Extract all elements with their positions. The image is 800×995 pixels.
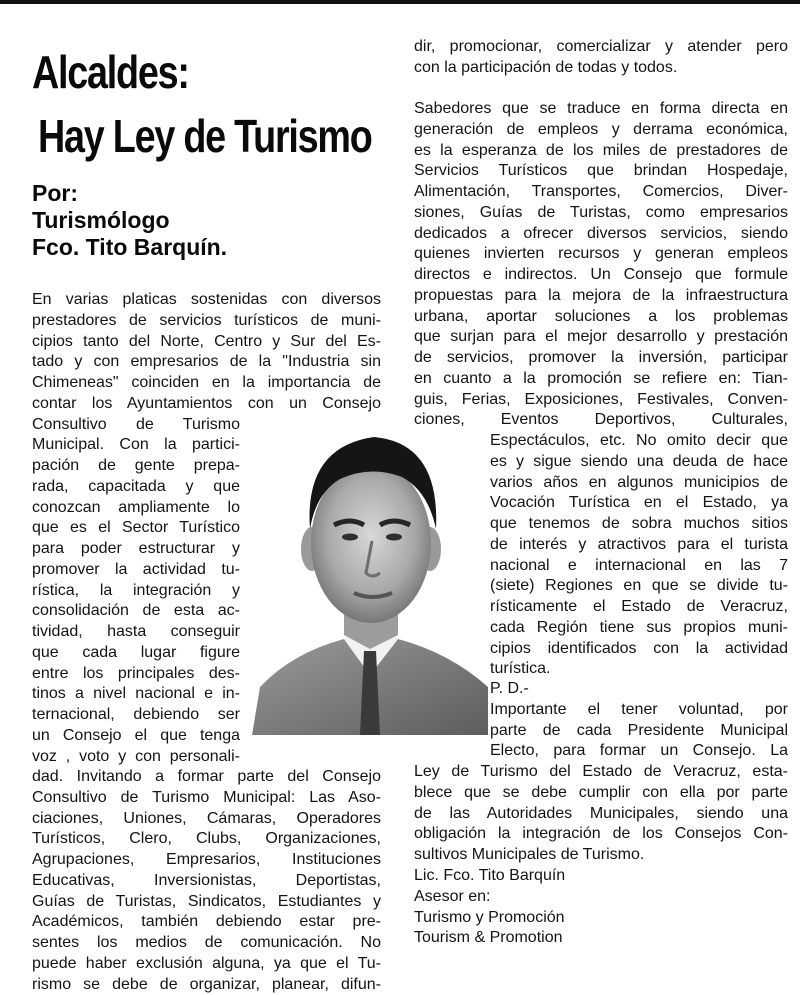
text-line: directos e indirectos. Un Consejo que formule bbox=[414, 265, 788, 286]
text-line: Académicos, también debiendo estar pre- bbox=[32, 912, 381, 933]
headline-line-1: Alcaldes: bbox=[32, 44, 189, 100]
col1-narrow bbox=[32, 415, 240, 768]
text-line: Importante el tener voluntad, por bbox=[490, 700, 788, 721]
text-line: Electo, para formar un Consejo. La bbox=[490, 741, 788, 762]
text-line: dedicados a ofrecer diversos servicios, siendo bbox=[414, 224, 788, 245]
text-line: ciones, Eventos Deportivos, Culturales, bbox=[414, 410, 788, 431]
text-line: contar los Ayuntamientos con un Consejo bbox=[32, 394, 381, 415]
text-line: rada, capacitada y que bbox=[32, 477, 240, 498]
text-line: Consultivo de Turismo Municipal: Las Aso- bbox=[32, 788, 381, 809]
text-line: rística, la integración y bbox=[32, 581, 240, 602]
pd-label: P. D.- bbox=[490, 679, 788, 700]
text-line: parte de cada Presidente Municipal bbox=[490, 721, 788, 742]
text-line: dir, promocionar, comercializar y atender pero bbox=[414, 37, 788, 58]
text-line: conozcan ampliamente lo bbox=[32, 498, 240, 519]
text-line: Municipal. Con la partici- bbox=[32, 435, 240, 456]
text-line: de las Autoridades Municipales, siendo una bbox=[414, 804, 788, 825]
col2-pd-full bbox=[414, 762, 788, 866]
text-line: generación de empleos y derrama económica, bbox=[414, 120, 788, 141]
signature-block bbox=[414, 866, 788, 949]
col2-paragraph bbox=[414, 99, 788, 431]
text-line: sultivos Municipales de Turismo. bbox=[414, 845, 788, 866]
byline bbox=[32, 180, 227, 261]
text-line: nacional e internacional en las 7 bbox=[490, 556, 788, 577]
text-line: Servicios Turísticos que brindan Hospedaje, bbox=[414, 161, 788, 182]
byline-author: Fco. Tito Barquín. bbox=[32, 234, 227, 261]
text-line: Espectáculos, etc. No omito decir que bbox=[490, 431, 788, 452]
text-line: sentes los medios de comunicación. No bbox=[32, 933, 381, 954]
text-line: un Consejo el que tenga bbox=[32, 726, 240, 747]
text-line: Consultivo de Turismo bbox=[32, 415, 240, 436]
text-line: para poder estructurar y bbox=[32, 539, 240, 560]
text-line: que surjan para el mejor desarrollo y prestación bbox=[414, 327, 788, 348]
text-line: prestadores de servicios turísticos de muni- bbox=[32, 311, 381, 332]
col2-pd bbox=[490, 679, 788, 762]
headline-line-2: Hay Ley de Turismo bbox=[38, 108, 372, 164]
text-line: Guías de Turistas, Sindicatos, Estudiantes y bbox=[32, 892, 381, 913]
signature-name: Lic. Fco. Tito Barquín bbox=[414, 866, 788, 887]
text-line: tado y con empresarios de la "Industria sin bbox=[32, 352, 381, 373]
text-line: guis, Ferias, Exposiciones, Festivales, Conven- bbox=[414, 390, 788, 411]
text-line: entre los principales des- bbox=[32, 664, 240, 685]
text-line: de interés y atractivos para el turista bbox=[490, 535, 788, 556]
text-line: promover la actividad tu- bbox=[32, 560, 240, 581]
text-line: quienes invierten recursos y generan empleos bbox=[414, 244, 788, 265]
text-line: ciaciones, Uniones, Cámaras, Operadores bbox=[32, 809, 381, 830]
text-line: obligación la integración de los Consejos Con- bbox=[414, 824, 788, 845]
text-line: Ley de Turismo del Estado de Veracruz, esta- bbox=[414, 762, 788, 783]
text-line: Vocación Turística en el Estado, ya bbox=[490, 493, 788, 514]
text-line: urbana, aportar soluciones a los problemas bbox=[414, 307, 788, 328]
text-line: es y sigue siendo una deuda de hace bbox=[490, 452, 788, 473]
text-line: turística. bbox=[490, 659, 788, 680]
text-line: pación de gente prepa- bbox=[32, 456, 240, 477]
text-line: Agrupaciones, Empresarios, Instituciones bbox=[32, 850, 381, 871]
author-portrait-photo bbox=[252, 425, 488, 735]
top-rule bbox=[0, 0, 800, 4]
text-line: cada Región tiene sus propios muni- bbox=[490, 618, 788, 639]
text-line: siones, Guías de Turistas, como empresarios bbox=[414, 203, 788, 224]
text-line: tinos a nivel nacional e in- bbox=[32, 684, 240, 705]
text-line: puede haber exclusión alguna, ya que el Tu- bbox=[32, 954, 381, 975]
text-line: voz , voto y con personali- bbox=[32, 747, 240, 768]
col2-narrow bbox=[490, 431, 788, 680]
col2-intro bbox=[414, 37, 788, 79]
text-line: es la esperanza de los miles de prestadores de bbox=[414, 141, 788, 162]
text-line: que cada lugar figure bbox=[32, 643, 240, 664]
signature-role: Asesor en: bbox=[414, 887, 788, 908]
text-line: consolidación de esta ac- bbox=[32, 601, 240, 622]
text-line: que es el Sector Turístico bbox=[32, 518, 240, 539]
text-line: Educativas, Inversionistas, Deportistas, bbox=[32, 871, 381, 892]
text-line: Sabedores que se traduce en forma directa en bbox=[414, 99, 788, 120]
text-line: dad. Invitando a formar parte del Consejo bbox=[32, 767, 381, 788]
signature-area-en: Tourism & Promotion bbox=[414, 928, 788, 949]
text-line: ternacional, debiendo ser bbox=[32, 705, 240, 726]
text-line: rismo se debe de organizar, planear, difun- bbox=[32, 975, 381, 995]
text-line: de servicios, promover la inversión, participar bbox=[414, 348, 788, 369]
text-line: en cuanto a la promoción se refiere en: Tian- bbox=[414, 369, 788, 390]
col1-bottom bbox=[32, 767, 381, 995]
text-line: Chimeneas" coinciden en la importancia de bbox=[32, 373, 381, 394]
byline-title: Turismólogo bbox=[32, 207, 227, 234]
text-line: En varias platicas sostenidas con diversos bbox=[32, 290, 381, 311]
text-line: Turísticos, Clero, Clubs, Organizaciones, bbox=[32, 829, 381, 850]
text-line: tividad, hasta conseguir bbox=[32, 622, 240, 643]
text-line: varios años en algunos municipios de bbox=[490, 473, 788, 494]
text-line: con la participación de todas y todos. bbox=[414, 58, 788, 79]
text-line: Alimentación, Transportes, Comercios, Diver- bbox=[414, 182, 788, 203]
text-line: blece que se debe cumplir con ella por parte bbox=[414, 783, 788, 804]
text-line: que tenemos de sobra muchos sitios bbox=[490, 514, 788, 535]
text-line: rísticamente el Estado de Veracruz, bbox=[490, 597, 788, 618]
text-line: (siete) Regiones en que se divide tu- bbox=[490, 576, 788, 597]
byline-por: Por: bbox=[32, 180, 227, 207]
signature-area-es: Turismo y Promoción bbox=[414, 908, 788, 929]
text-line: cipios identificados con la actividad bbox=[490, 639, 788, 660]
text-line: propuestas para la mejora de la infraestructura bbox=[414, 286, 788, 307]
col1-top bbox=[32, 290, 381, 415]
text-line: cipios tanto del Norte, Centro y Sur del Es- bbox=[32, 332, 381, 353]
